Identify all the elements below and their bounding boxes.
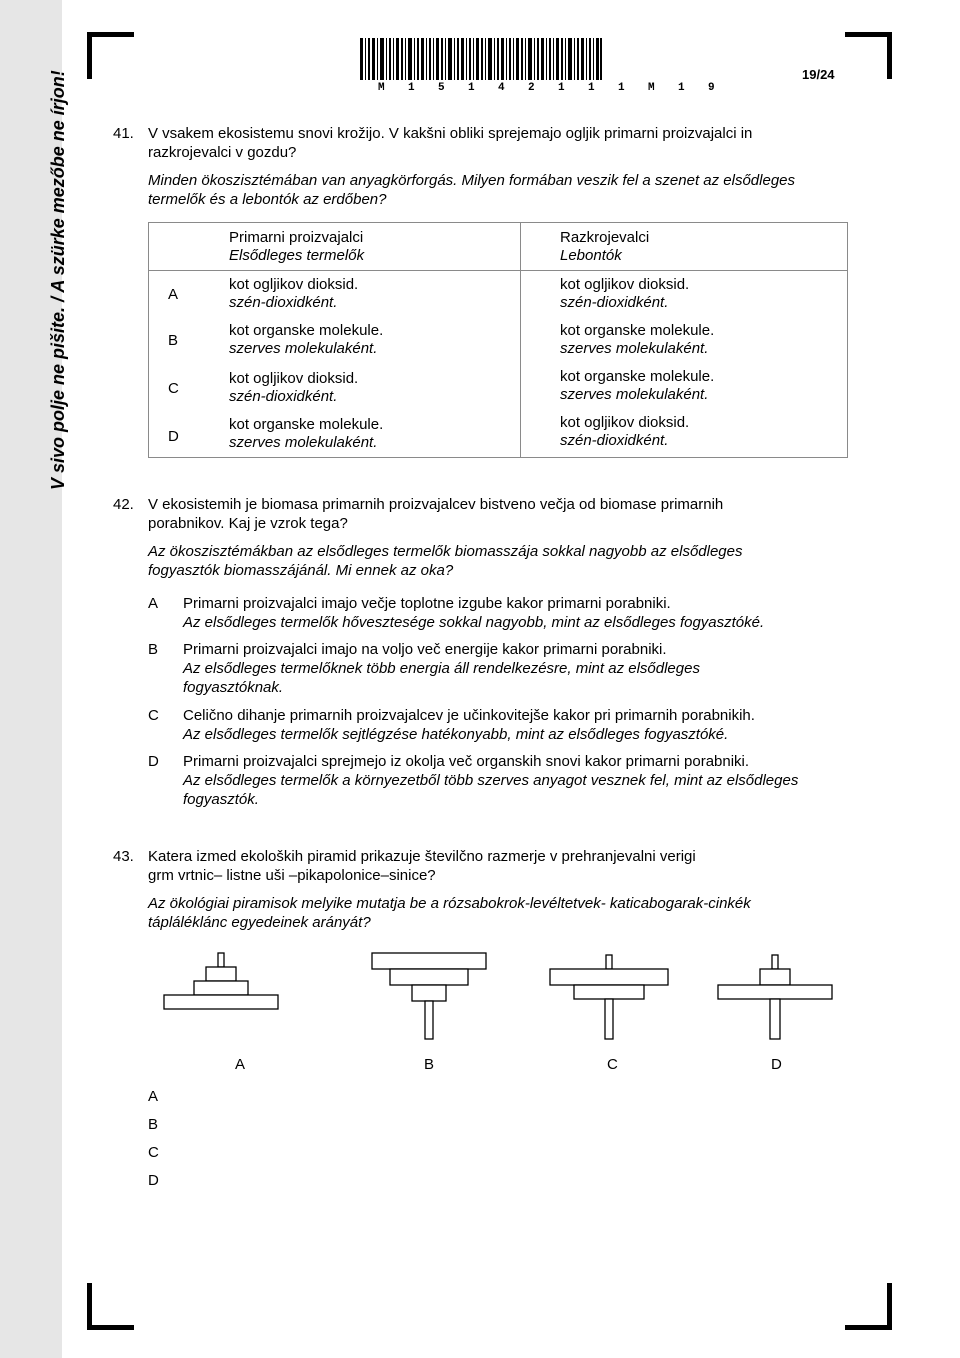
pyramid-d[interactable] — [718, 955, 832, 1039]
header-producers-sl: Primarni proizvajalci — [229, 229, 364, 246]
page-number: 19/24 — [802, 67, 835, 82]
row-b-left-sl: kot organske molekule. — [229, 322, 384, 339]
q43-option-a[interactable]: A — [148, 1088, 159, 1105]
pyramid-label-c: C — [607, 1056, 618, 1073]
q41-option-a[interactable]: A — [168, 286, 179, 303]
q41-option-c[interactable]: C — [168, 380, 179, 397]
q41-option-d[interactable]: D — [168, 428, 179, 445]
pyramid-label-d: D — [771, 1056, 782, 1073]
q42-option-d-hu2: fogyasztók. — [183, 791, 259, 808]
q42-option-c[interactable]: C — [148, 707, 159, 724]
pyramid-label-b: B — [424, 1056, 435, 1073]
row-d-right-sl: kot ogljikov dioksid. — [560, 414, 690, 431]
q43-line1: Katera izmed ekoloških piramid prikazuje številčno razmerje v prehranjevalni verigi — [148, 848, 696, 865]
barcode — [360, 38, 602, 80]
row-c-right-sl: kot organske molekule. — [560, 368, 715, 385]
q41-line2: razkrojevalci v gozdu? — [148, 144, 297, 161]
header-decomposers-hu: Lebontók — [560, 247, 622, 264]
q43-hu-line2: tápláléklánc egyedeinek arányát? — [148, 914, 371, 931]
row-a-left-sl: kot ogljikov dioksid. — [229, 276, 359, 293]
corner-mark-top-left — [87, 32, 134, 79]
q41-option-b[interactable]: B — [168, 332, 179, 349]
corner-mark-top-right — [845, 32, 892, 79]
row-b-right-sl: kot organske molekule. — [560, 322, 715, 339]
q43-hu-line1: Az ökológiai piramisok melyike mutatja be a rózsabokrok-levéltetvek- katicabogarak-cinkék — [148, 895, 751, 912]
barcode-digits: M 1 5 1 4 2 1 1 1 M 1 9 — [378, 82, 724, 94]
q41-number: 41. — [113, 125, 134, 142]
q42-option-b-sl: Primarni proizvajalci imajo na voljo več energije kakor primarni porabniki. — [183, 641, 667, 658]
q42-option-b[interactable]: B — [148, 641, 159, 658]
pyramid-c[interactable] — [550, 955, 668, 1039]
q41-line1: V vsakem ekosistemu snovi krožijo. V kakšni obliki sprejemajo ogljik primarni proizvajalci in — [148, 125, 753, 142]
table-divider-vertical — [520, 223, 521, 457]
row-d-left-hu: szerves molekulaként. — [229, 434, 378, 451]
margin-notice: V sivo polje ne pišite. / A szürke mezőbe ne írjon! — [48, 70, 68, 490]
q42-option-d-hu1: Az elsődleges termelők a környezetből több szerves anyagot vesznek fel, mint az elsődleges — [183, 772, 799, 789]
corner-mark-bottom-right — [845, 1283, 892, 1330]
q42-option-b-hu2: fogyasztóknak. — [183, 679, 284, 696]
q41-hu-line2: termelők és a lebontók az erdőben? — [148, 191, 387, 208]
q42-option-b-hu1: Az elsődleges termelőknek több energia áll rendelkezésre, mint az elsődleges — [183, 660, 700, 677]
pyramid-a[interactable] — [164, 953, 278, 1009]
q41-hu-line1: Minden ökoszisztémában van anyagkörforgás. Milyen formában veszik fel a szenet az elsődleges — [148, 172, 796, 189]
header-producers-hu: Elsődleges termelők — [229, 247, 365, 264]
ecological-pyramids — [160, 945, 860, 1045]
corner-mark-bottom-left — [87, 1283, 134, 1330]
row-a-left-hu: szén-dioxidként. — [229, 294, 338, 311]
q42-option-a[interactable]: A — [148, 595, 159, 612]
q42-option-d-sl: Primarni proizvajalci sprejmejo iz okolja več organskih snovi kakor primarni porabniki. — [183, 753, 750, 770]
row-c-right-hu: szerves molekulaként. — [560, 386, 709, 403]
q42-option-c-hu: Az elsődleges termelők sejtlégzése hatékonyabb, mint az elsődleges fogyasztóké. — [183, 726, 729, 743]
row-c-left-hu: szén-dioxidként. — [229, 388, 338, 405]
q42-number: 42. — [113, 496, 134, 513]
row-c-left-sl: kot ogljikov dioksid. — [229, 370, 359, 387]
q43-option-c[interactable]: C — [148, 1144, 159, 1161]
q42-hu-line2: fogyasztók biomasszájánál. Mi ennek az oka? — [148, 562, 454, 579]
row-d-left-sl: kot organske molekule. — [229, 416, 384, 433]
q42-line1: V ekosistemih je biomasa primarnih proizvajalcev bistveno večja od biomase primarnih — [148, 496, 724, 513]
pyramid-label-a: A — [235, 1056, 246, 1073]
table-divider-horizontal — [149, 270, 847, 271]
q42-option-c-sl: Celično dihanje primarnih proizvajalcev je učinkovitejše kakor pri primarnih porabnikih. — [183, 707, 755, 724]
row-a-right-hu: szén-dioxidként. — [560, 294, 669, 311]
q43-option-b[interactable]: B — [148, 1116, 159, 1133]
row-d-right-hu: szén-dioxidként. — [560, 432, 669, 449]
q42-option-a-hu: Az elsődleges termelők hőveszteségе sokkal nagyobb, mint az elsődleges fogyasztóké. — [183, 614, 765, 631]
q42-option-d[interactable]: D — [148, 753, 159, 770]
row-a-right-sl: kot ogljikov dioksid. — [560, 276, 690, 293]
pyramid-b[interactable] — [372, 953, 486, 1039]
q42-hu-line1: Az ökoszisztémákban az elsődleges termelők biomasszája sokkal nagyobb az elsődleges — [148, 543, 743, 560]
row-b-left-hu: szerves molekulaként. — [229, 340, 378, 357]
q43-line2: grm vrtnic– listne uši –pikapolonice–sinice? — [148, 867, 436, 884]
q42-option-a-sl: Primarni proizvajalci imajo večje toplotne izgube kakor primarni porabniki. — [183, 595, 671, 612]
q43-option-d[interactable]: D — [148, 1172, 159, 1189]
q43-number: 43. — [113, 848, 134, 865]
q42-line2: porabnikov. Kaj je vzrok tega? — [148, 515, 348, 532]
header-decomposers-sl: Razkrojevalci — [560, 229, 650, 246]
row-b-right-hu: szerves molekulaként. — [560, 340, 709, 357]
